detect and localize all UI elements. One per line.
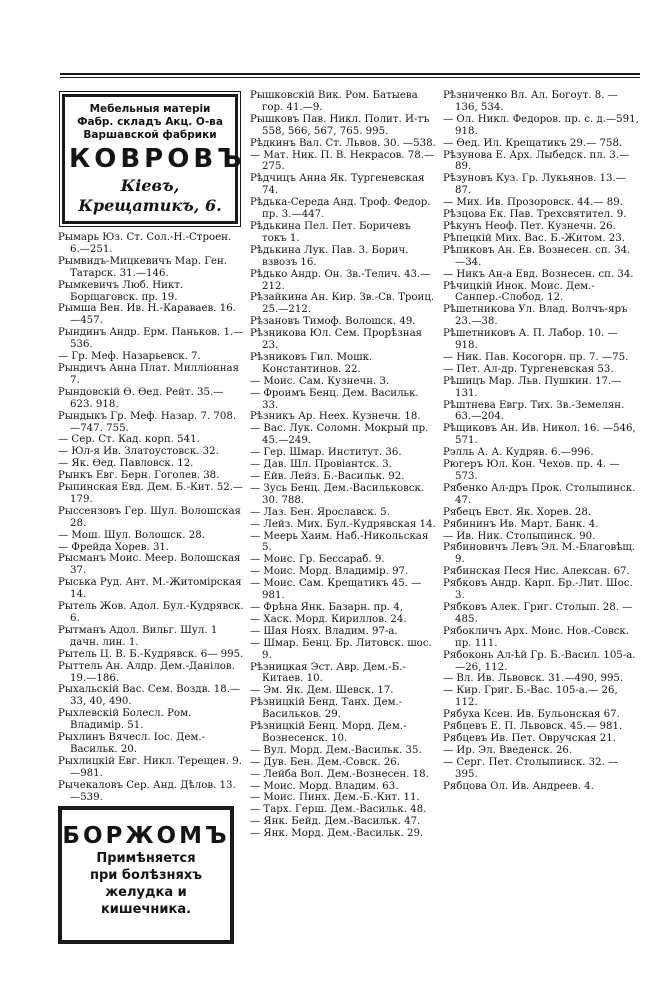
- directory-entry: — Моис. Гр. Бессараб. 9.: [250, 554, 385, 566]
- header-rule-thin: [60, 77, 640, 78]
- directory-entry: — Моис. Морд. Владим. 63.: [250, 780, 399, 792]
- directory-entry: Рысманъ Моис. Меер. Волошская 37.: [58, 553, 241, 577]
- directory-entry: Рябцевъ Ив. Пет. Овручская 21.: [443, 732, 616, 744]
- directory-entry: Рябцевъ Е. П. Львовск. 45.— 981.: [443, 721, 623, 733]
- ad-line: Примѣняется: [96, 851, 196, 866]
- directory-entry: Рышковъ Пав. Никл. Полит. И-тъ 558, 566, 567, 765. 995.: [250, 113, 430, 137]
- directory-entry: Рытель Жов. Адол. Бул.-Кудрявск. 6.: [58, 601, 244, 624]
- directory-entry: Рѣшетниковъ А. П. Лабор. 10. —918.: [443, 328, 618, 352]
- directory-entry: Рябковъ Алек. Григ. Столып. 28. —485.: [443, 601, 633, 625]
- directory-entry: Рычекаловъ Сер. Анд. Дѣлов. 13.—539.: [58, 779, 236, 803]
- ad-line: Фабр. складъ Акц. О-ва: [77, 116, 223, 128]
- directory-entry: — Вул. Морд. Дем.-Васильк. 35.: [250, 744, 422, 756]
- directory-entry: Рѣштнева Евгр. Тих. Зв.-Земелян. 63.—204.: [443, 399, 625, 423]
- directory-entry: Рѣпиковъ Ан. Ев. Вознесен. сп. 34.—34.: [443, 244, 631, 268]
- directory-entry: Рѣчицкій Инок. Моис. Дем.-Санпер.-Слобод. 12.: [443, 280, 595, 304]
- directory-entry: Рябининъ Ив. Март. Банк. 4.: [443, 518, 599, 530]
- directory-entry: Рѣдкинъ Вал. Ст. Львов. 30. —538.: [250, 137, 436, 149]
- directory-entry: — Фрѣна Янк. Базарн. пр. 4,: [250, 601, 403, 613]
- ad-line: Варшавской фабрики: [83, 129, 217, 141]
- directory-entry: — Шая Ноях. Владим. 97-а.: [250, 625, 398, 637]
- directory-entry: — Моис. Пинх. Дем.-Б.-Кит. 11.: [250, 792, 420, 804]
- directory-entry: — Гр. Меф. Назарьевск. 7.: [58, 351, 201, 363]
- directory-entry: — Ейв. Лейз. Б.-Васильк. 92.: [250, 471, 405, 482]
- directory-entry: Рябинская Песя Нис. Алексан. 67.: [443, 566, 630, 578]
- directory-entry: Рѣзницкій Бенц. Морд. Дем.-Вознесенск. 10.: [250, 721, 407, 744]
- directory-entry: Рыттель Ан. Алдр. Дем.-Данілов. 19.—186.: [58, 660, 235, 684]
- carpet-advertisement: [62, 94, 246, 224]
- directory-entry: — Зусь Бенц. Дем.-Васильковск. 30. 788.: [250, 482, 425, 506]
- directory-entry: Рябоконь Ал-ѣй Гр. Б.-Васил. 105-а.—26, 112.: [443, 649, 636, 673]
- directory-entry: — Мих. Ив. Прозоровск. 44.— 89.: [443, 197, 623, 209]
- directory-entry: Рѣдько Андр. Он. Зв.-Телич. 43.—212.: [250, 268, 431, 292]
- directory-entry: — Сер. Ст. Кад. корп. 541.: [58, 434, 200, 446]
- directory-entry: Рѣзникова Юл. Сем. Прорѣзная 23.: [250, 328, 423, 352]
- directory-entry: — Серг. Пет. Столыпинск. 32. —395.: [443, 756, 619, 780]
- directory-entry: — Янк. Морд. Дем.-Васильк. 29.: [250, 828, 424, 840]
- directory-entry: Рымкевичъ Люб. Никт. Борщаговск. пр. 19.: [58, 279, 184, 303]
- directory-entry: Рѣзникъ Ар. Неех. Кузнечн. 18.: [250, 411, 421, 423]
- directory-entry: Рѣкунъ Неоф. Пет. Кузнечн. 26.: [443, 220, 616, 232]
- directory-entry: — Тарх. Герш. Дем.-Васильк. 48.: [250, 804, 427, 816]
- directory-entry: Рѣзниковъ Гил. Мошк. Константинов. 22.: [250, 351, 373, 375]
- directory-entry: Рынкъ Евг. Берн. Гоголев. 38.: [58, 470, 220, 482]
- ad-line: при болѣзняхъ: [89, 868, 203, 883]
- ad-line: Мебельныя матеріи: [89, 103, 211, 115]
- directory-entry: Рѣзуновъ Куз. Гр. Лукьянов. 13.—87.: [443, 173, 626, 197]
- directory-entry: — Шмар. Бенц. Бр. Литовск. шос. 9.: [250, 637, 432, 661]
- directory-entry: — Никъ Ан-а Евд. Вознесен. сп. 34.: [443, 268, 634, 280]
- header-rule-thick: [60, 73, 640, 75]
- directory-entry: — Лаз. Бен. Ярославск. 5.: [250, 506, 390, 518]
- directory-entry: Рѣдька-Середа Анд. Троф. Федор. пр. 3.—447.: [250, 197, 431, 221]
- directory-entry: Рыпинская Евд. Дем. Б.-Кит. 52.—179.: [58, 482, 244, 505]
- directory-entry: Рымвидъ-Мицкевичъ Мар. Ген. Татарск. 31.—146.: [58, 255, 228, 279]
- directory-entry: Рѣшетникова Ул. Влад. Волчъ-яръ 23.—38.: [443, 304, 628, 328]
- directory-entry: Рябокличъ Арх. Моис. Нов.-Совск. пр. 111.: [443, 625, 630, 649]
- borjomi-advertisement: [58, 806, 234, 944]
- directory-entry: — Юл-я Ив. Златоустовск. 32.: [58, 446, 219, 458]
- directory-entry: — Ив. Ник. Столыпинск. 90.: [443, 530, 596, 542]
- directory-entry: — Хаск. Морд. Кириллов. 24.: [250, 613, 407, 625]
- directory-entry: — Моис. Морд. Владимір. 97.: [250, 566, 409, 578]
- directory-entry: Рыссензовъ Гер. Шул. Волошская 28.: [58, 505, 241, 529]
- directory-entry: — Вл. Ив. Львовск. 31.—490, 995.: [443, 673, 624, 685]
- directory-entry: — Моис. Сам. Крещатикъ 45. —981.: [250, 578, 422, 602]
- directory-entry: — Лейз. Мих. Бул.-Кудрявская 14.: [250, 518, 436, 530]
- directory-entry: Рѣзайкина Ан. Кир. Зв.-Св. Троиц. 25.—212.: [250, 292, 435, 316]
- directory-entry: — Дав. Шл. Провіантск. 3.: [250, 459, 392, 471]
- directory-entry: Рябцова Ол. Ив. Андреев. 4.: [443, 780, 594, 792]
- directory-entry: — Гер. Шмар. Институт. 36.: [250, 447, 402, 459]
- directory-entry: Рыська Руд. Ант. М.-Житомірская 14.: [58, 577, 242, 601]
- directory-entry: — Як. Ѳед. Павловск. 12.: [58, 458, 194, 470]
- directory-entry: Рѣдькина Пел. Пет. Боричевъ токъ 1.: [250, 220, 411, 244]
- directory-entry: Рѣшицъ Мар. Льв. Пушкин. 17.—131.: [443, 375, 622, 399]
- directory-entry: Рѣпецкій Мих. Вас. Б.-Житом. 23.: [443, 232, 625, 244]
- directory-entry: — Фроимъ Бенц. Дем. Васильк. 33.: [250, 387, 419, 411]
- directory-entry: — Мат. Ник. П. В. Некрасов. 78.—275.: [250, 149, 435, 173]
- directory-entry: Рѣдькина Лук. Пав. 3. Борич. взвозъ 16.: [250, 244, 409, 268]
- directory-entry: Рытманъ Адол. Вильг. Шул. 1 дачн. лин. 1.: [58, 624, 218, 648]
- directory-entry: Рытель Ц. В. Б.-Кудрявск. 6— 995.: [58, 648, 244, 660]
- ad-line: желудка и: [105, 885, 187, 900]
- directory-entry: Рябуха Ксен. Ив. Бульонская 67.: [443, 709, 620, 721]
- directory-entry: — Эм. Як. Дем. Шевск. 17.: [250, 685, 394, 697]
- directory-entry: — Дув. Бен. Дем.-Совск. 26.: [250, 756, 401, 768]
- directory-entry: Рыхлинъ Вячесл. Іос. Дем.-Васильк. 20.: [58, 732, 206, 755]
- ad-headline: КОВРОВЪ: [69, 144, 246, 174]
- directory-entry: Рѣзцова Ек. Пав. Трехсвятител. 9.: [443, 209, 627, 221]
- directory-entry: — Моис. Сам. Кузнечн. 3.: [250, 375, 390, 387]
- directory-entry: Рыхальскій Вас. Сем. Воздв. 18.—33, 40, 490.: [58, 684, 241, 708]
- directory-entry: Рымша Вен. Ив. Н.-Караваев. 16.—457.: [58, 303, 236, 327]
- directory-entry: Рыхлицкій Евг. Никл. Терещен. 9.—981.: [58, 755, 243, 779]
- directory-entry: Рѣзунова Е. Арх. Лыбедск. пл. 3.—89.: [443, 149, 630, 173]
- directory-entry: — Мош. Шул. Волошск. 28.: [58, 529, 205, 541]
- directory-entry: — Ѳед. Ил. Крещатикъ 29.— 758.: [443, 137, 623, 149]
- directory-entry: Рындовскій Ѳ. Ѳед. Рейт. 35.— 623. 918.: [58, 386, 224, 410]
- directory-entry: — Лейба Вол. Дем.-Вознесен. 18.: [250, 768, 429, 780]
- directory-entry: — Ник. Пав. Косогорн. пр. 7. —75.: [443, 351, 629, 363]
- ad-line: кишечника.: [100, 902, 192, 917]
- directory-entry: Рындыкъ Гр. Меф. Назар. 7. 708.—747. 755.: [58, 410, 237, 434]
- directory-entry: Рябецъ Евст. Як. Хорев. 28.: [443, 506, 592, 518]
- column-2: [250, 90, 438, 840]
- column-1: [58, 90, 244, 804]
- directory-entry: Рюгеръ Юл. Кон. Чехов. пр. 4. —573.: [443, 459, 620, 482]
- directory-entry: — Пет. Ал-др. Тургеневская 53.: [443, 363, 614, 375]
- directory-entry: — Меерь Хаим. Наб.-Никольская 5.: [250, 530, 429, 554]
- directory-entry: Рѣзницкая Эст. Авр. Дем.-Б.-Китаев. 10.: [250, 661, 406, 685]
- directory-entry: — Кир. Григ. Б.-Вас. 105-а.— 26, 112.: [443, 685, 618, 709]
- column-3: [443, 90, 639, 792]
- directory-entry: Рындичъ Анна Плат. Милліонная 7.: [58, 362, 240, 386]
- directory-entry: Рындинъ Андр. Ерм. Паньков. 1.—536.: [58, 327, 244, 351]
- directory-entry: Рѣзниченко Вл. Ал. Богоут. 8. —136, 534.: [443, 90, 618, 113]
- directory-entry: Рябиновичъ Левъ Эл. М.-Благовѣщ. 9.: [443, 542, 636, 566]
- directory-entry: — Янк. Бейд. Дем.-Васильк. 47.: [250, 816, 421, 828]
- directory-entry: Рябковъ Андр. Карп. Бр.-Лит. Шос. 3.: [443, 578, 633, 602]
- directory-entry: — Фрейда Хорев. 31.: [58, 541, 170, 553]
- directory-entry: Рѣзановъ Тимоф. Волошск. 49.: [250, 316, 416, 328]
- directory-entry: Рѣдчицъ Анна Як. Тургеневская 74.: [250, 173, 425, 197]
- directory-entry: Рябенко Ал-дръ Прок. Столыпинск. 47.: [443, 482, 636, 506]
- directory-entry: Рымарь Юз. Ст. Сол.-Н.-Строен. 6.—251.: [58, 232, 232, 255]
- directory-entry: Рѣзницкій Бенд. Танх. Дем.-Васильков. 29.: [250, 697, 403, 721]
- directory-entry: — Ир. Эл. Введенск. 26.: [443, 744, 573, 756]
- ad-headline: БОРЖОМЪ: [62, 823, 230, 849]
- directory-entry: Рѣщиковъ Ан. Ив. Никол. 16. —546, 571.: [443, 423, 636, 447]
- directory-entry: Рэлль А. А. Кудряв. 6.—996.: [443, 447, 594, 459]
- directory-entry: Рыхлевскій Болесл. Ром. Владимір. 51.: [58, 708, 192, 732]
- directory-entry: Рышковскій Вик. Ром. Батыева гор. 41.—9.: [250, 90, 418, 113]
- directory-entry: — Вас. Лук. Соломн. Мокрый пр. 45.—249.: [250, 423, 429, 447]
- ad-address: Кіевъ, Крещатикъ, 6.: [78, 176, 222, 215]
- directory-entry: — Ол. Никл. Федоров. пр. с. д.—591, 918.: [443, 113, 639, 137]
